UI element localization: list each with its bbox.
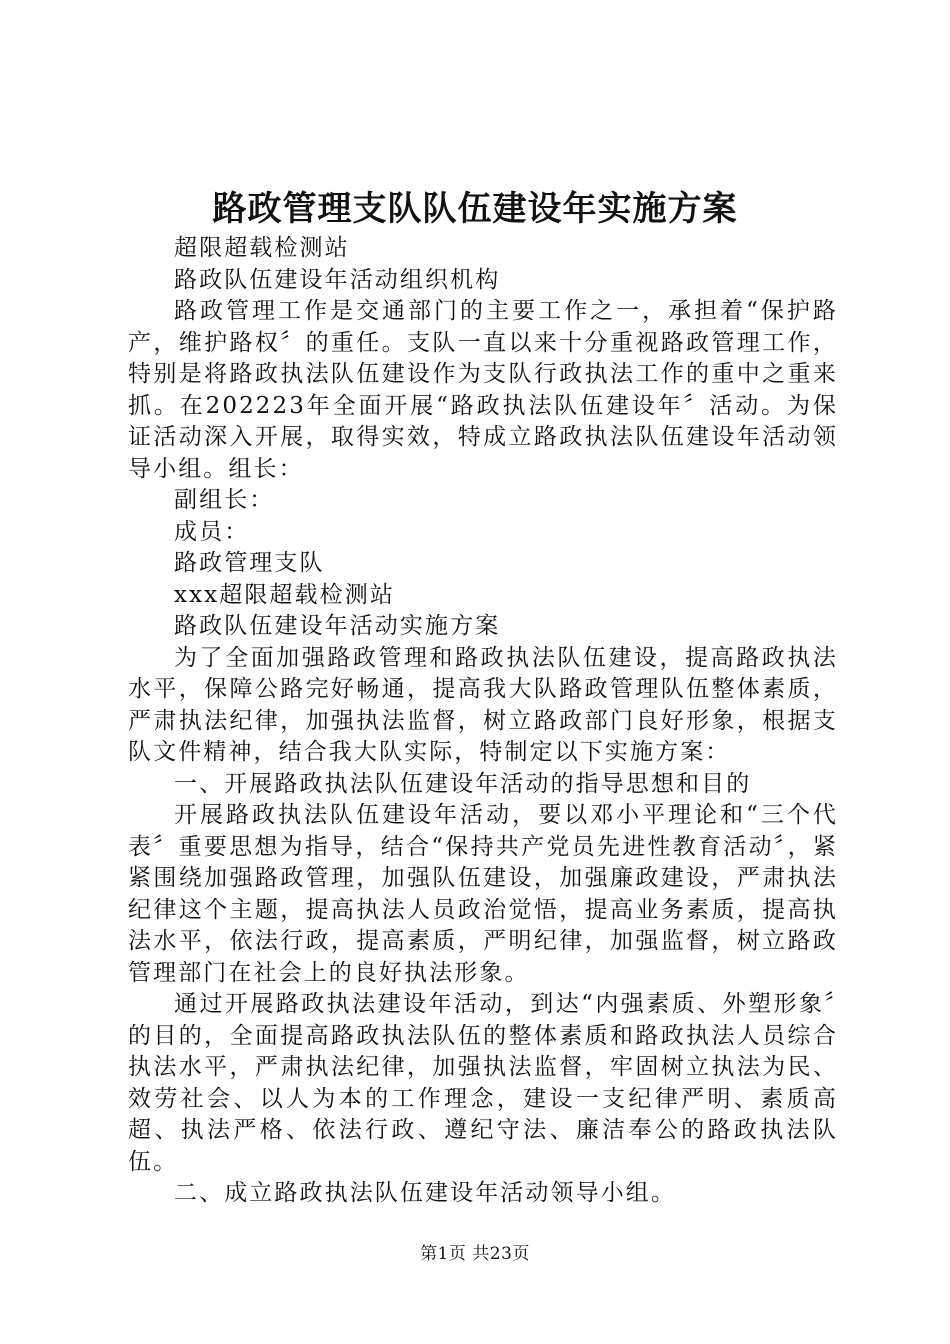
paragraph: 开展路政执法队伍建设年活动，要以邓小平理论和“三个代表〞重要思想为指导，结合“保持共产党员先进性教育活动〞，紧紧围绕加强路政管理，加强队伍建设，加强廉政建设，严肃执法纪律这个主题，提高执法人员政治觉悟，提高业务素质，提高执法水平，依法行政，提高素质，严明纪律，加强监督，树立路政管理部门在社会上的良好执法形象。: [128, 802, 838, 986]
paragraph: 通过开展路政执法建设年活动，到达“内强素质、外塑形象〞的目的，全面提高路政执法队伍的整体素质和路政执法人员综合执法水平，严肃执法纪律，加强执法监督，牢固树立执法为民、效劳社会、以人为本的工作理念，建设一支纪律严明、素质高超、执法严格、依法行政、遵纪守法、廉洁奉公的路政执法队伍。: [128, 991, 838, 1175]
paragraph: 为了全面加强路政管理和路政执法队伍建设，提高路政执法水平，保障公路完好畅通，提高我大队路政管理队伍整体素质，严肃执法纪律，加强执法监督，树立路政部门良好形象，根据支队文件精神，结合我大队实际，特制定以下实施方案：: [128, 644, 838, 765]
paragraph: 路政管理支队: [174, 550, 325, 576]
document-body: [128, 233, 838, 1210]
paragraph: xxx超限超载检测站: [174, 581, 395, 608]
section-heading: 一、开展路政执法队伍建设年活动的指导思想和目的: [174, 770, 752, 797]
paragraph: 成员：: [174, 518, 250, 545]
paragraph: 路政管理工作是交通部门的主要工作之一，承担着“保护路产，维护路权〞的重任。支队一直以来十分重视路政管理工作，特别是将路政执法队伍建设作为支队行政执法工作的重中之重来抓。在202223年全面开展“路政执法队伍建设年〞活动。为保证活动深入开展，取得实效，特成立路政执法队伍建设年活动领导小组。组长：: [128, 298, 838, 482]
paragraph: 路政队伍建设年活动实施方案: [174, 613, 501, 639]
paragraph: 路政队伍建设年活动组织机构: [174, 266, 501, 293]
paragraph: 副组长：: [174, 487, 275, 513]
page-footer: 第1页 共23页: [420, 1244, 530, 1264]
section-heading: 二、成立路政执法队伍建设年活动领导小组。: [174, 1180, 676, 1206]
paragraph: 超限超载检测站: [174, 235, 350, 261]
document-title: 路政管理支队队伍建设年实施方案: [212, 189, 738, 229]
